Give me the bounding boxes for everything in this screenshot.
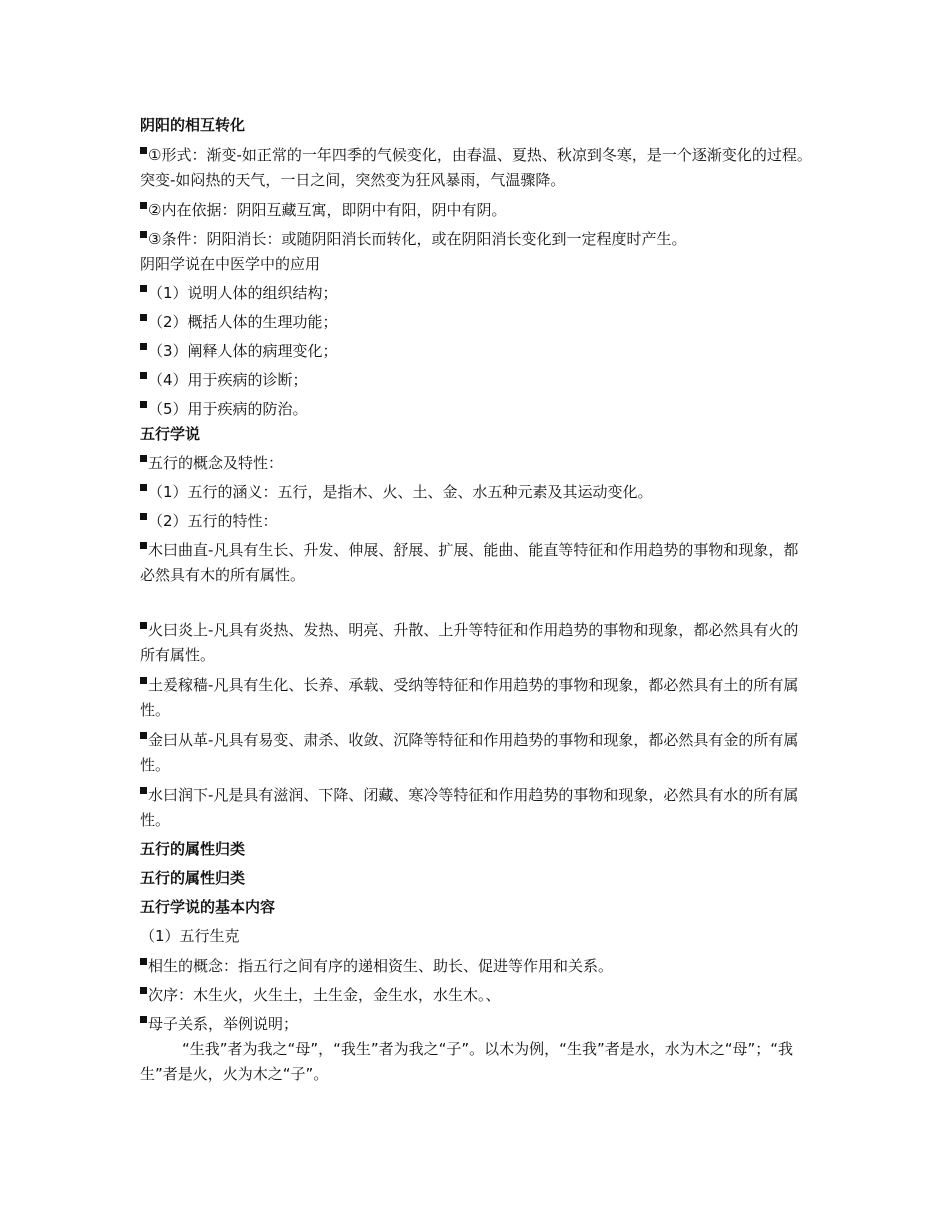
square-bullet-icon	[140, 285, 147, 292]
square-bullet-icon	[140, 147, 147, 154]
square-bullet-icon	[140, 343, 147, 350]
heading-basic-content: 五行学说的基本内容	[140, 898, 276, 916]
element-fire	[140, 618, 812, 668]
bullet-text: （1）五行的涵义：五行，是指木、火、土、金、水五种元素及其运动变化。	[148, 483, 653, 501]
bullet-text: 五行的概念及特性：	[148, 454, 284, 472]
square-bullet-icon	[140, 732, 147, 739]
square-bullet-icon	[140, 401, 147, 408]
document-body	[140, 113, 812, 1087]
list-item-application-1	[140, 281, 812, 306]
bullet-generation-concept	[140, 954, 812, 979]
element-wood	[140, 538, 812, 588]
bullet-text: （3）阐释人体的病理变化；	[148, 342, 338, 360]
bullet-form	[140, 143, 812, 193]
square-bullet-icon	[140, 314, 147, 321]
paragraph-mother-child-example: “生我”者为我之“母”，“我生”者为我之“子”。以木为例，“生我”者是水，水为木之“母”；“我生”者是火，火为木之“子”。	[140, 1040, 794, 1083]
bullet-text: ①形式：渐变-如正常的一年四季的气候变化，由春温、夏热、秋凉到冬寒，是一个逐渐变化的过程。突变-如闷热的天气，一日之间，突然变为狂风暴雨，气温骤降。	[140, 146, 812, 189]
square-bullet-icon	[140, 542, 147, 549]
heading-attribute-classification: 五行的属性归类	[140, 840, 246, 858]
bullet-mother-child	[140, 1012, 812, 1037]
bullet-meaning	[140, 480, 812, 505]
bullet-text: 相生的概念：指五行之间有序的递相资生、助长、促进等作用和关系。	[148, 957, 614, 975]
bullet-text: （2）概括人体的生理功能；	[148, 313, 338, 331]
square-bullet-icon	[140, 202, 147, 209]
square-bullet-icon	[140, 787, 147, 794]
bullet-text: 水曰润下-凡是具有滋润、下降、闭藏、寒冷等特征和作用趋势的事物和现象，必然具有水的所有属性。	[140, 786, 799, 829]
bullet-text: （2）五行的特性：	[148, 512, 278, 530]
square-bullet-icon	[140, 484, 147, 491]
bullet-text: 金曰从革-凡具有易变、肃杀、收敛、沉降等特征和作用趋势的事物和现象，都必然具有金的所有属性。	[140, 731, 799, 774]
list-item-application-2	[140, 310, 812, 335]
bullet-text: （5）用于疾病的防治。	[148, 400, 308, 418]
square-bullet-icon	[140, 987, 147, 994]
bullet-condition	[140, 227, 812, 252]
element-metal	[140, 728, 812, 778]
heading-attribute-classification-repeat: 五行的属性归类	[140, 869, 246, 887]
square-bullet-icon	[140, 1016, 147, 1023]
bullet-characteristics	[140, 509, 812, 534]
list-item-application-5	[140, 397, 812, 422]
subheading-yinyang-application: 阴阳学说在中医学中的应用	[140, 255, 321, 273]
bullet-text: （1）说明人体的组织结构；	[148, 284, 338, 302]
bullet-text: 母子关系，举例说明；	[148, 1015, 299, 1033]
square-bullet-icon	[140, 622, 147, 629]
bullet-text: 次序：木生火，火生土，土生金，金生水，水生木。、	[148, 986, 501, 1004]
heading-five-elements: 五行学说	[140, 425, 201, 443]
bullet-text: ③条件：阴阳消长：或随阴阳消长而转化，或在阴阳消长变化到一定程度时产生。	[148, 230, 687, 248]
square-bullet-icon	[140, 958, 147, 965]
bullet-concept	[140, 451, 812, 476]
element-water	[140, 783, 812, 833]
heading-yinyang-transformation: 阴阳的相互转化	[140, 116, 246, 134]
square-bullet-icon	[140, 513, 147, 520]
bullet-text: （4）用于疾病的诊断；	[148, 371, 308, 389]
list-item-application-3	[140, 339, 812, 364]
subheading-generation-restriction: （1）五行生克	[140, 927, 240, 945]
bullet-sequence	[140, 983, 812, 1008]
bullet-text: ②内在依据：阴阳互藏互寓，即阴中有阳，阴中有阴。	[148, 201, 507, 219]
bullet-text: 土爰稼穑-凡具有生化、长养、承载、受纳等特征和作用趋势的事物和现象，都必然具有土的所有属性。	[140, 676, 799, 719]
element-earth	[140, 673, 812, 723]
square-bullet-icon	[140, 231, 147, 238]
square-bullet-icon	[140, 455, 147, 462]
bullet-text: 火曰炎上-凡具有炎热、发热、明亮、升散、上升等特征和作用趋势的事物和现象，都必然具有火的所有属性。	[140, 621, 799, 664]
square-bullet-icon	[140, 372, 147, 379]
square-bullet-icon	[140, 677, 147, 684]
bullet-text: 木曰曲直-凡具有生长、升发、伸展、舒展、扩展、能曲、能直等特征和作用趋势的事物和现象，都必然具有木的所有属性。	[140, 541, 799, 584]
bullet-internal-basis	[140, 198, 812, 223]
list-item-application-4	[140, 368, 812, 393]
